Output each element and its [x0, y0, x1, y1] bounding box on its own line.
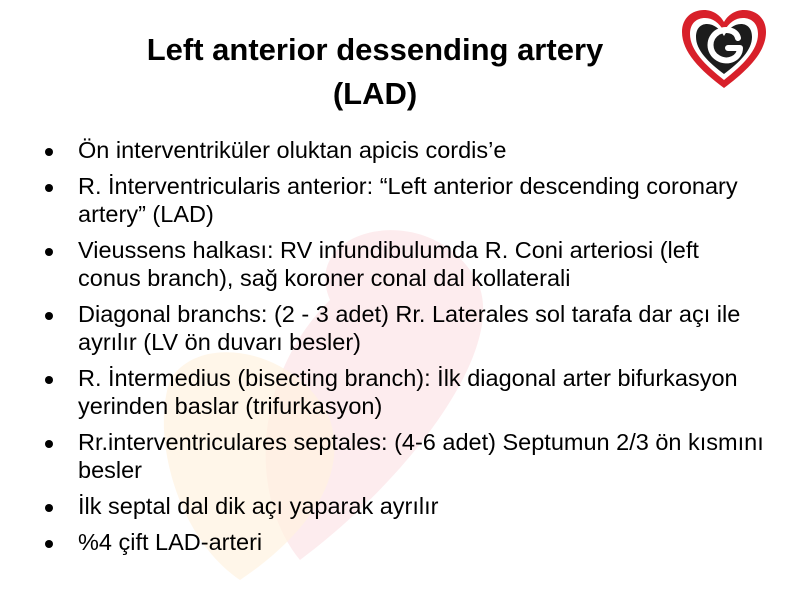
bullet-text: R. İnterventricularis anterior: “Left anterior descending coronary artery” (LAD): [78, 173, 738, 227]
slide-title: [90, 28, 660, 116]
bullet-dot-icon: [45, 376, 53, 384]
bullet-dot-icon: [45, 504, 53, 512]
bullet-item: [44, 528, 764, 556]
bullet-dot-icon: [45, 184, 53, 192]
bullet-item: [44, 136, 764, 164]
bullet-text: Ön interventriküler oluktan apicis cordis’e: [78, 137, 507, 163]
bullet-item: [44, 172, 764, 228]
bullet-dot-icon: [45, 312, 53, 320]
bullet-item: [44, 236, 764, 292]
bullet-item: [44, 300, 764, 356]
title-line-2: (LAD): [332, 76, 418, 111]
bullet-item: [44, 428, 764, 484]
bullet-dot-icon: [45, 540, 53, 548]
bullet-dot-icon: [45, 440, 53, 448]
bullet-item: [44, 364, 764, 420]
bullet-text: Rr.interventriculares septales: (4-6 adet) Septumun 2/3 ön kısmını besler: [78, 429, 764, 483]
bullet-text: R. İntermedius (bisecting branch): İlk diagonal arter bifurkasyon yerinden baslar (trifurkasyon): [78, 365, 738, 419]
bullet-text: Diagonal branchs: (2 - 3 adet) Rr. Laterales sol tarafa dar açı ile ayrılır (LV ön duvarı besler): [78, 301, 741, 355]
bullet-text: Vieussens halkası: RV infundibulumda R. Coni arteriosi (left conus branch), sağ koroner conal dal kollaterali: [78, 237, 699, 291]
bullet-text: %4 çift LAD-arteri: [78, 529, 263, 555]
bullet-item: [44, 492, 764, 520]
bullet-list: [44, 136, 764, 564]
bullet-dot-icon: [45, 248, 53, 256]
bullet-text: İlk septal dal dik açı yaparak ayrılır: [78, 493, 439, 519]
bullet-dot-icon: [45, 148, 53, 156]
title-line-1: Left anterior dessending artery: [146, 32, 604, 67]
heart-spiral-logo-icon: [678, 8, 770, 92]
